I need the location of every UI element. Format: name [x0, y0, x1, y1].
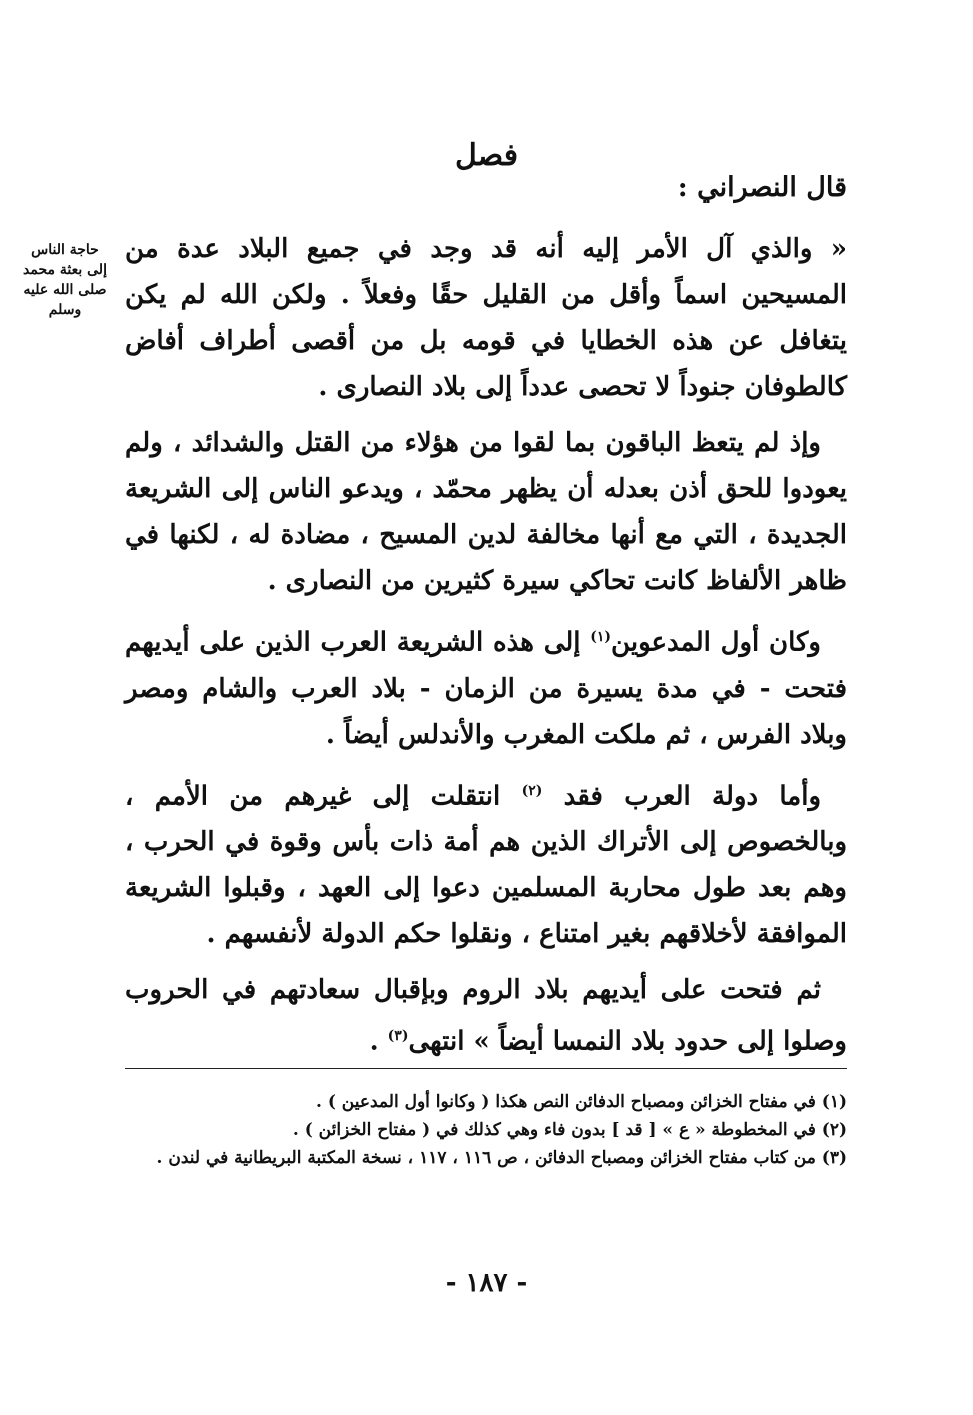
- section-heading: فصل: [454, 138, 519, 173]
- paragraph-4: [125, 768, 847, 958]
- footnote-ref-3[interactable]: (٣): [387, 1028, 409, 1045]
- page-number: - ١٨٧ -: [445, 1268, 528, 1298]
- footnote-ref-2[interactable]: (٢): [521, 782, 543, 799]
- footnote-1: (١) في مفتاح الخزائن ومصباح الدفائن النص هكذا ( وكانوا أول المدعين ) .: [316, 1092, 847, 1112]
- main-text: [125, 226, 847, 1075]
- paragraph-4-text-b: انتقلت إلى غيرهم من الأمم ، وبالخصوص إلى الأتراك الذين هم أمة ذات بأس وقوة في الحرب ، وهم بعد طول محاربة المسلمين دعوا إلى العهد ، وقبلوا الشريعة الموافقة لأخلاقهم بغير امتناع ، ونقلوا حكم الدولة لأنفسهم .: [125, 781, 847, 950]
- paragraph-5-text-b: .: [369, 1026, 388, 1057]
- paragraph-3-text-b: إلى هذه الشريعة العرب الذين على أيديهم فتحت - في مدة يسيرة من الزمان - بلاد العرب والشام ومصر وبلاد الفرس ، ثم ملكت المغرب والأندلس أيضاً .: [125, 627, 847, 750]
- paragraph-1: « والذي آل الأمر إليه أنه قد وجد في جميع البلاد عدة من المسيحين اسماً وأقل من القليل حقًا وفعلاً . ولكن الله لم يكن يتغافل عن هذه الخطايا في قومه بل من أقصى أطراف أفاض كالطوفان جنوداً لا تحصى عدداً إلى بلاد النصارى .: [125, 234, 847, 402]
- footnote-ref-1[interactable]: (١): [590, 629, 612, 645]
- paragraph-3-text-a: وكان أول المدعوين: [611, 627, 821, 658]
- paragraph-5: [125, 967, 847, 1065]
- footnote-3: (٣) من كتاب مفتاح الخزائن ومصباح الدفائن ، ص ١١٦ ، ١١٧ ، نسخة المكتبة البريطانية في لندن .: [156, 1148, 847, 1168]
- margin-note: حاجة الناس إلى بعثة محمد صلى الله عليه وسلم: [23, 242, 107, 318]
- speaker-line: قال النصراني :: [677, 172, 847, 203]
- paragraph-2: وإذ لم يتعظ الباقون بما لقوا من هؤلاء من القتل والشدائد ، ولم يعودوا للحق أذن بعدله أن يظهر محمّد ، ويدعو الناس إلى الشريعة الجديدة ، التي مع أنها مخالفة لدين المسيح ، مضادة له ، لكنها في ظاهر الألفاظ كانت تحاكي سيرة كثيرين من النصارى .: [125, 428, 847, 596]
- paragraph-3: [125, 614, 847, 758]
- footnote-divider: [125, 1068, 847, 1069]
- paragraph-4-text-a: وأما دولة العرب فقد: [542, 781, 822, 812]
- footnote-2: (٢) في المخطوطة « ع » [ قد ] بدون فاء وهي كذلك في ( مفتاح الخزائن ) .: [292, 1120, 847, 1140]
- paragraph-5-text-a: ثم فتحت على أيديهم بلاد الروم وبإقبال سعادتهم في الحروب وصلوا إلى حدود بلاد النمسا أيضاً » انتهى: [125, 975, 847, 1057]
- footnotes: [125, 1088, 847, 1172]
